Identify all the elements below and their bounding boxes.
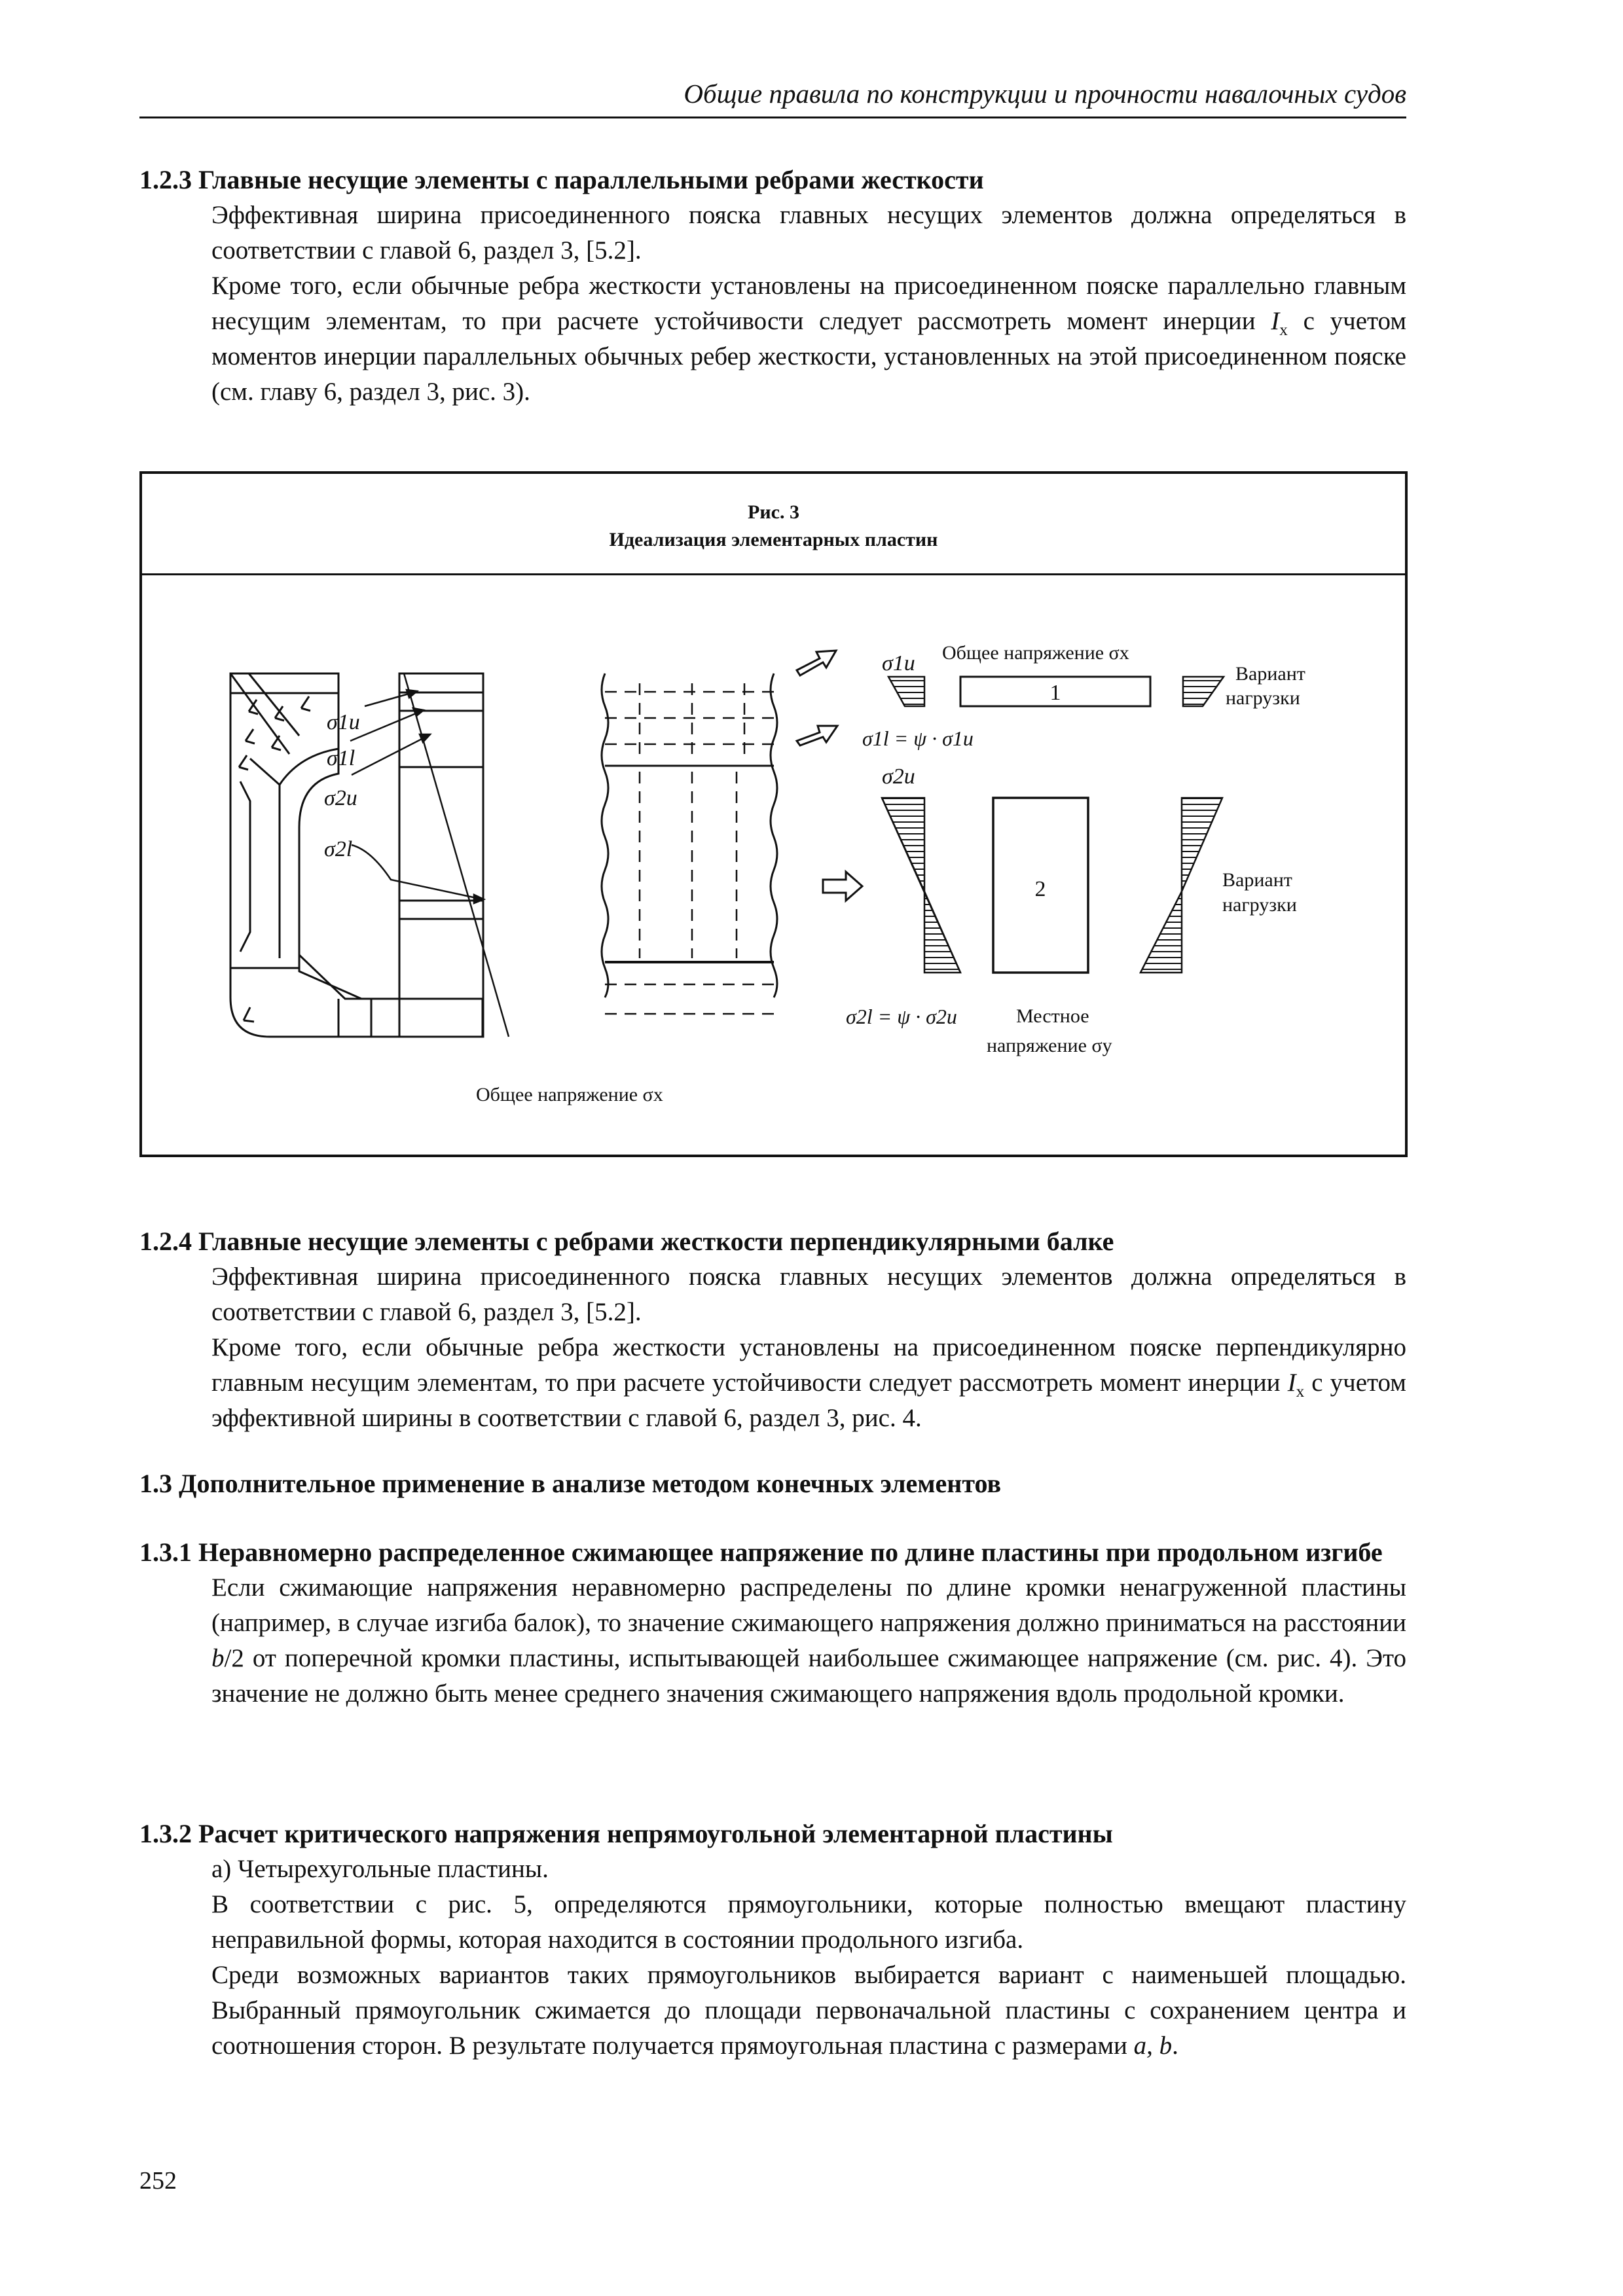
text-run: . — [1172, 2032, 1178, 2060]
stiffener-lines — [605, 683, 774, 1014]
math-subscript: x — [1296, 1382, 1305, 1401]
variant-2-line1: Вариант — [1222, 869, 1292, 891]
section-1-3-2 — [139, 1816, 1406, 2064]
plate-1-number: 1 — [1049, 681, 1061, 705]
math-subscript: x — [1279, 320, 1288, 339]
sigma-1u-top-label: σ1u — [882, 651, 915, 675]
math-symbol: I — [1271, 307, 1280, 335]
section-1-2-3 — [139, 162, 1406, 410]
figure-3 — [139, 471, 1408, 1157]
section-heading: 1.3.1 Неравномерно распределенное сжимающее напряжение по длине пластины при продольном изгибе — [139, 1537, 1383, 1567]
running-title: Общие правила по конструкции и прочности навалочных судов — [684, 79, 1406, 109]
section-heading: 1.3.2 Расчет критического напряжения непрямоугольной элементарной пластины — [139, 1819, 1113, 1848]
figure-title: Идеализация элементарных пластин — [609, 529, 938, 550]
sigma-1l-label: σ1l — [327, 746, 356, 770]
sigma-2u-label: σ2u — [324, 786, 357, 810]
plate-2-number: 2 — [1034, 877, 1046, 901]
plate-2-group — [846, 764, 1297, 1056]
paragraph: Эффективная ширина присоединенного пояска главных несущих элементов должна определяться в соответствии с главой 6, раздел 3, [5.2]. — [211, 201, 1406, 264]
paragraph — [211, 268, 1406, 410]
stress-block-left-1 — [888, 677, 924, 706]
header-rule — [139, 117, 1406, 118]
local-stress-line2: напряжение σy — [987, 1035, 1112, 1056]
variant-2-line2: нагрузки — [1222, 894, 1297, 916]
section-heading: 1.2.3 Главные несущие элементы с параллельными ребрами жесткости — [139, 165, 984, 194]
local-stress-line1: Местное — [1016, 1005, 1089, 1027]
section-1-2-4 — [139, 1224, 1406, 1436]
sigma-1u-label: σ1u — [327, 710, 360, 734]
text-run: Кроме того, если обычные ребра жесткости установлены на присоединенном пояске перпендикулярно главным несущим элементам, то при расчете устойчивости следует рассмотреть момент инерции — [211, 1333, 1406, 1397]
page-number: 252 — [139, 2167, 177, 2195]
section-1-3-1 — [139, 1535, 1406, 1712]
paragraph: В соответствии с рис. 5, определяются прямоугольники, которые полностью вмещают пластину неправильной формы, которая находится в состоянии продольного изгиба. — [211, 1890, 1406, 1954]
leader-lines — [350, 690, 484, 903]
text-run: /2 от поперечной кромки пластины, испытывающей наибольшее сжимающее напряжение (см. рис. 4). Это значение не должно быть менее среднего значения сжимающего напряжения вдоль продольной кромки. — [211, 1644, 1406, 1708]
figure-drawing — [142, 474, 1405, 1155]
sigma-2u-mid-label: σ2u — [882, 764, 915, 789]
text-run: с учетом моментов инерции параллельных обычных ребер жесткости, установленных на этой присоединенном пояске (см. главу 6, раздел 3, рис. 3). — [211, 307, 1406, 406]
variant-1-line1: Вариант — [1235, 663, 1305, 685]
section-1-3 — [139, 1466, 1406, 1501]
text-run: Если сжимающие напряжения неравномерно распределены по длине кромки ненагруженной пластины (например, в случае изгиба балок), то значение сжимающего напряжения должно приниматься на расстоянии — [211, 1573, 1406, 1637]
sigma-2l-label: σ2l — [324, 837, 353, 861]
eq-2l-label: σ2l = ψ · σ2u — [846, 1005, 957, 1028]
arrow-2-icon — [823, 872, 862, 901]
plate-panel — [602, 673, 777, 997]
paragraph: Эффективная ширина присоединенного пояска главных несущих элементов должна определяться в соответствии с главой 6, раздел 3, [5.2]. — [211, 1263, 1406, 1326]
arrow-1-icon — [797, 651, 837, 745]
paragraph — [211, 1330, 1406, 1436]
section-heading: 1.3 Дополнительное применение в анализе методом конечных элементов — [139, 1469, 1002, 1498]
stress-block-right-1 — [1183, 677, 1224, 706]
general-stress-bottom-label: Общее напряжение σx — [476, 1084, 663, 1105]
text-run: Кроме того, если обычные ребра жесткости установлены на присоединенном пояске параллельно главным несущим элементам, то при расчете устойчивости следует рассмотреть момент инерции — [211, 272, 1406, 335]
eq-1l-label: σ1l = ψ · σ1u — [862, 726, 974, 750]
variant-1-line2: нагрузки — [1226, 687, 1300, 709]
text-run: с учетом эффективной ширины в соответствии с главой 6, раздел 3, рис. 4. — [211, 1369, 1406, 1432]
math-symbol: a, b — [1133, 2032, 1173, 2060]
stress-diagram-left — [399, 673, 509, 1037]
text-run: Среди возможных вариантов таких прямоугольников выбирается вариант с наименьшей площадью. Выбранный прямоугольник сжимается до площади первоначальной пластины с сохранением центра и соотношения сторон. В результате получается прямоугольная пластина с размерами — [211, 1961, 1406, 2060]
math-symbol: b — [211, 1644, 225, 1672]
general-stress-top-label: Общее напряжение σx — [942, 642, 1129, 664]
math-symbol: I — [1287, 1369, 1296, 1397]
plate-1-group — [862, 642, 1305, 750]
stress-triangle-lower-right — [1140, 891, 1182, 973]
section-heading: 1.2.4 Главные несущие элементы с ребрами жесткости перпендикулярными балке — [139, 1227, 1114, 1256]
stress-triangle-upper-right — [1182, 798, 1222, 891]
paragraph: а) Четырехугольные пластины. — [211, 1855, 549, 1883]
sigma-labels-left — [324, 710, 360, 861]
paragraph — [211, 1570, 1406, 1712]
figure-number: Рис. 3 — [748, 501, 799, 523]
paragraph — [211, 1958, 1406, 2064]
